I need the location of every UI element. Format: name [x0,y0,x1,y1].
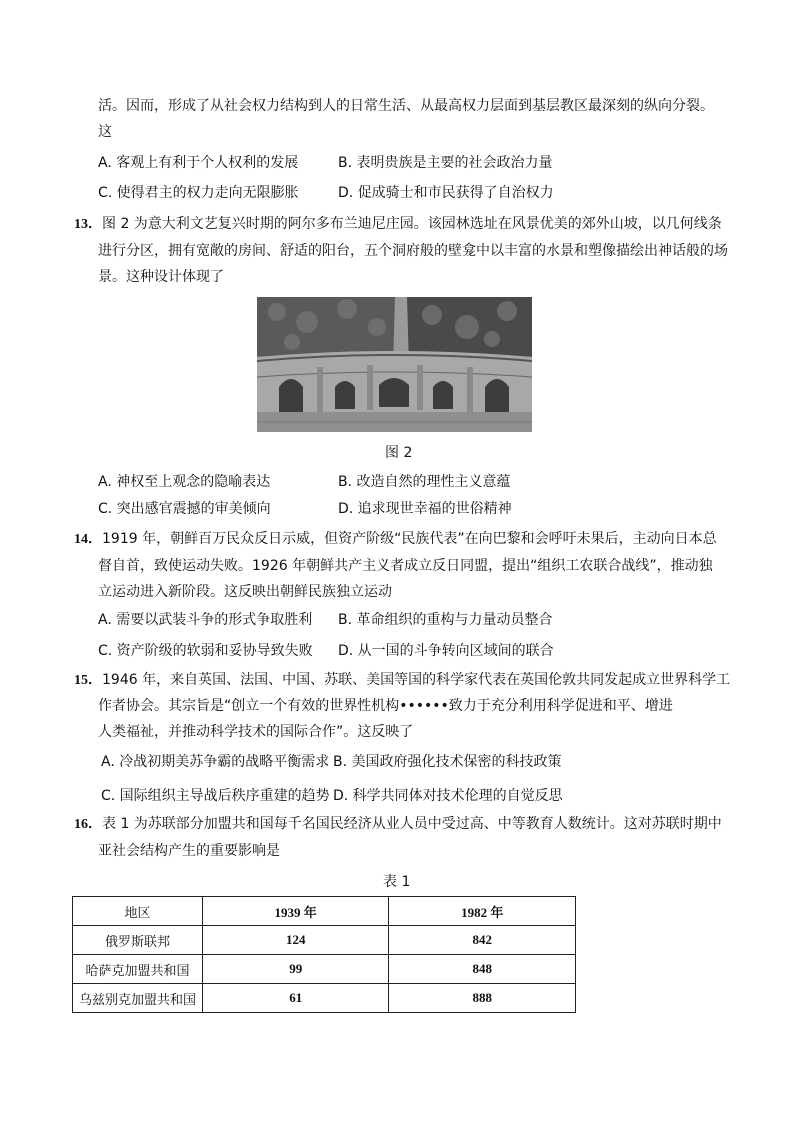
cell-1982: 888 [389,984,576,1013]
q14-option-b: B. 革命组织的重构与力量动员整合 [338,612,553,628]
q13-number: 13． [74,217,102,232]
table-1-caption: 表 1 [383,874,411,890]
q14-text-line3: 立运动进入新阶段。这反映出朝鲜民族独立运动 [98,584,392,600]
header-region: 地区 [73,897,203,926]
q15-number: 15． [74,673,102,688]
q15-option-a: A. 冷战初期美苏争霸的战略平衡需求 [101,754,330,770]
q13-option-d: D. 追求现世幸福的世俗精神 [338,501,512,517]
education-stats-table [72,896,576,1013]
cell-1982: 848 [389,955,576,984]
q14-number: 14． [74,532,102,547]
q15-text-line2: 作者协会。其宗旨是“创立一个有效的世界性机构••••••致力于充分利用科学促进和平、增进 [98,698,673,714]
prev-question-text-line1: 活。因而，形成了从社会权力结构到人的日常生活、从最高权力层面到基层教区最深刻的纵向分裂。 [98,98,714,114]
q14-line1 [74,529,717,550]
q13-line1 [74,214,722,235]
q16-number: 16． [74,817,102,832]
q14-text-line2: 督自首，致使运动失败。1926 年朝鲜共产主义者成立反日同盟，提出“组织工农联合战线”，推动独 [98,558,713,574]
table-header-row [73,897,576,926]
prev-option-b: B. 表明贵族是主要的社会政治力量 [338,155,553,171]
table-row [73,984,576,1013]
cell-region: 乌兹别克加盟共和国 [73,984,203,1013]
villa-aldobrandini-photo [257,297,532,432]
q16-text-line1: 表 1 为苏联部分加盟共和国每千名国民经济从业人员中受过高、中等教育人数统计。这对苏联时期中 [102,816,722,832]
q13-text-line1: 图 2 为意大利文艺复兴时期的阿尔多布兰迪尼庄园。该园林选址在风景优美的郊外山坡，以几何线条 [102,216,722,232]
q14-option-c: C. 资产阶级的软弱和妥协导致失败 [98,643,313,659]
q14-text-line1: 1919 年，朝鲜百万民众反日示威，但资产阶级“民族代表”在向巴黎和会呼吁未果后，主动向日本总 [102,531,717,547]
q15-line1 [74,670,730,691]
cell-1939: 61 [202,984,389,1013]
q13-text-line2: 进行分区，拥有宽敞的房间、舒适的阳台，五个洞府般的壁龛中以丰富的水景和塑像描绘出神话般的场 [98,243,728,259]
cell-1939: 99 [202,955,389,984]
q15-option-c: C. 国际组织主导战后秩序重建的趋势 [101,788,330,804]
header-1939: 1939 年 [202,897,389,926]
q15-option-b: B. 美国政府强化技术保密的科技政策 [333,754,562,770]
q13-option-c: C. 突出感官震撼的审美倾向 [98,501,271,517]
cell-1982: 842 [389,926,576,955]
q15-text-line1: 1946 年，来自英国、法国、中国、苏联、美国等国的科学家代表在英国伦敦共同发起成立世界科学工 [102,672,731,688]
q16-line1 [74,814,722,835]
figure-2-caption: 图 2 [385,445,413,461]
cell-region: 哈萨克加盟共和国 [73,955,203,984]
q13-option-b: B. 改造自然的理性主义意蕴 [338,474,511,490]
cell-region: 俄罗斯联邦 [73,926,203,955]
q15-option-d: D. 科学共同体对技术伦理的自觉反思 [333,788,563,804]
table-row [73,955,576,984]
prev-option-d: D. 促成骑士和市民获得了自治权力 [338,185,554,201]
q13-text-line3: 景。这种设计体现了 [98,269,224,285]
q16-text-line2: 亚社会结构产生的重要影响是 [98,843,280,859]
q15-text-line3: 人类福祉，并推动科学技术的国际合作”。这反映了 [98,724,414,740]
cell-1939: 124 [202,926,389,955]
header-1982: 1982 年 [389,897,576,926]
prev-option-a: A. 客观上有利于个人权利的发展 [98,155,299,171]
prev-question-text-line2: 这 [98,124,112,140]
q13-option-a: A. 神权至上观念的隐喻表达 [98,474,271,490]
table-row [73,926,576,955]
q14-option-a: A. 需要以武装斗争的形式争取胜利 [98,612,313,628]
prev-option-c: C. 使得君主的权力走向无限膨胀 [98,185,299,201]
q14-option-d: D. 从一国的斗争转向区域间的联合 [338,643,554,659]
